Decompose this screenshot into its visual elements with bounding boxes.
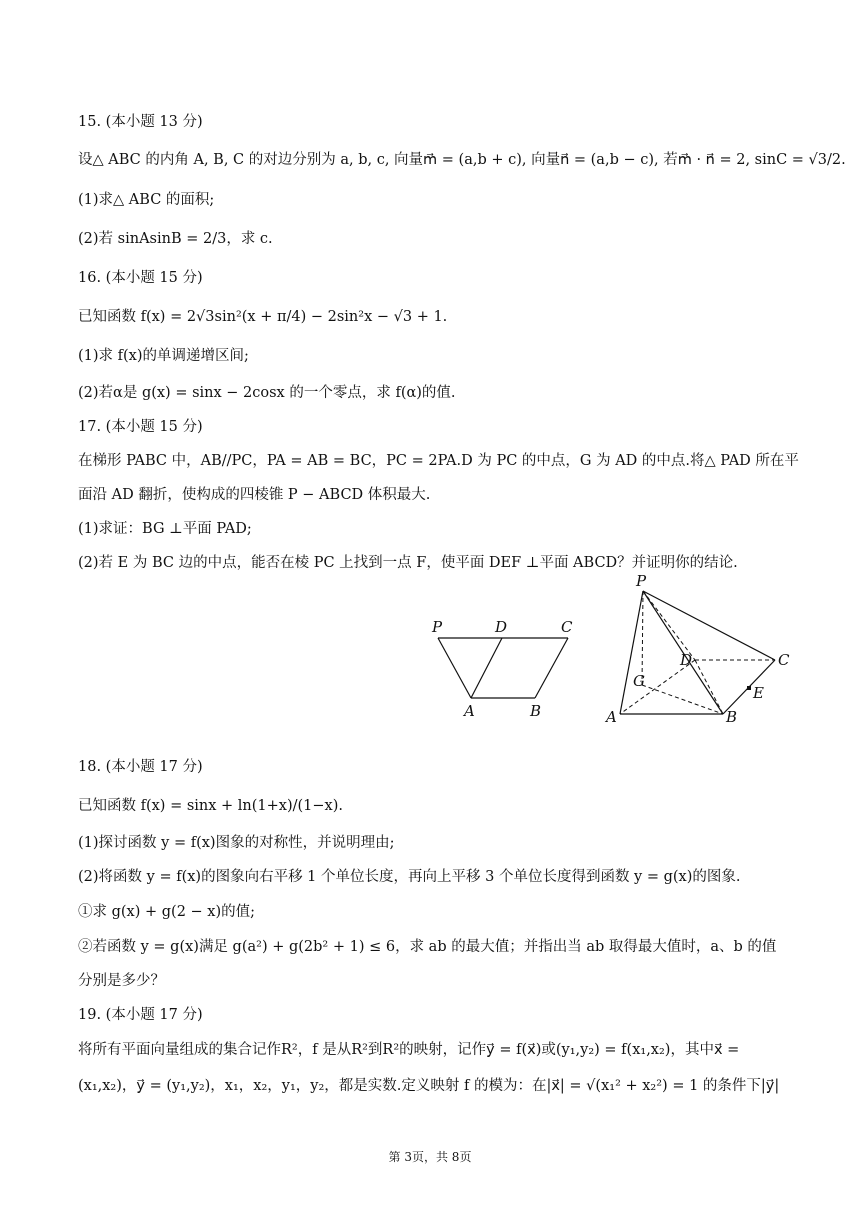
q17-heading: 17. (本小题 15 分) xyxy=(78,419,203,435)
q15-heading: 15. (本小题 13 分) xyxy=(78,114,203,130)
fig2-label-g: G xyxy=(633,672,645,690)
fig2-label-c: C xyxy=(778,651,790,669)
fig2-label-e: E xyxy=(753,684,764,702)
fig1-label-c: C xyxy=(561,618,573,636)
pyramid-figure xyxy=(600,572,800,732)
page-footer: 第 3页，共 8页 xyxy=(388,1150,472,1164)
q18-heading: 18. (本小题 17 分) xyxy=(78,759,203,775)
q18-part2: (2)将函数 y = f(x)的图象向右平移 1 个单位长度，再向上平移 3 个单位长度得到函数 y = g(x)的图象. xyxy=(78,869,741,885)
fig1-label-a: A xyxy=(464,702,475,720)
fig1-label-p: P xyxy=(432,618,443,636)
q18-part2-sub2-line1: ②若函数 y = g(x)满足 g(a²) + g(2b² + 1) ≤ 6，求 ab 的最大值；并指出当 ab 取得最大值时，a、b 的值 xyxy=(78,939,777,955)
q17-part2: (2)若 E 为 BC 边的中点，能否在棱 PC 上找到一点 F，使平面 DEF ⊥平面 ABCD？并证明你的结论. xyxy=(78,555,738,571)
q16-part2: (2)若α是 g(x) = sinx − 2cosx 的一个零点，求 f(α)的值. xyxy=(78,385,456,401)
q16-part1: (1)求 f(x)的单调递增区间; xyxy=(78,348,249,364)
q18-statement: 已知函数 f(x) = sinx + ln(1+x)/(1−x). xyxy=(78,798,343,814)
q15-part1: (1)求△ ABC 的面积; xyxy=(78,192,215,208)
fig2-label-d: D xyxy=(680,651,693,669)
q16-statement: 已知函数 f(x) = 2√3sin²(x + π/4) − 2sin²x − √3 + 1. xyxy=(78,309,448,325)
trapezoid-figure xyxy=(420,612,590,722)
q19-statement-line2: (x₁,x₂)，y⃗ = (y₁,y₂)，x₁，x₂，y₁，y₂，都是实数.定义映射 f 的模为：在|x⃗| = √(x₁² + x₂²) = 1 的条件下|y⃗| xyxy=(78,1078,780,1094)
q18-part2-sub1: ①求 g(x) + g(2 − x)的值; xyxy=(78,904,256,920)
fig2-label-a: A xyxy=(606,708,617,726)
q15-statement: 设△ ABC 的内角 A, B, C 的对边分别为 a, b, c, 向量m⃗ = (a,b + c), 向量n⃗ = (a,b − c), 若m⃗ · n⃗ = 2, sinC = √3/2. xyxy=(78,152,846,168)
q19-heading: 19. (本小题 17 分) xyxy=(78,1007,203,1023)
fig2-label-b: B xyxy=(726,708,738,726)
fig2-label-p: P xyxy=(636,572,647,590)
q17-statement-line2: 面沿 AD 翻折，使构成的四棱锥 P − ABCD 体积最大. xyxy=(78,487,431,503)
q16-heading: 16. (本小题 15 分) xyxy=(78,270,203,286)
q18-part1: (1)探讨函数 y = f(x)图象的对称性，并说明理由; xyxy=(78,835,395,851)
q17-part1: (1)求证：BG ⊥平面 PAD; xyxy=(78,521,252,537)
fig1-label-b: B xyxy=(530,702,542,720)
fig1-label-d: D xyxy=(495,618,508,636)
q19-statement-line1: 将所有平面向量组成的集合记作R²，f 是从R²到R²的映射，记作y⃗ = f(x⃗)或(y₁,y₂) = f(x₁,x₂)，其中x⃗ = xyxy=(78,1042,740,1058)
q15-part2: (2)若 sinAsinB = 2/3，求 c. xyxy=(78,231,273,247)
q18-part2-sub2-line2: 分别是多少？ xyxy=(78,973,165,989)
q17-statement-line1: 在梯形 PABC 中，AB//PC，PA = AB = BC，PC = 2PA.D 为 PC 的中点，G 为 AD 的中点.将△ PAD 所在平 xyxy=(78,453,799,469)
